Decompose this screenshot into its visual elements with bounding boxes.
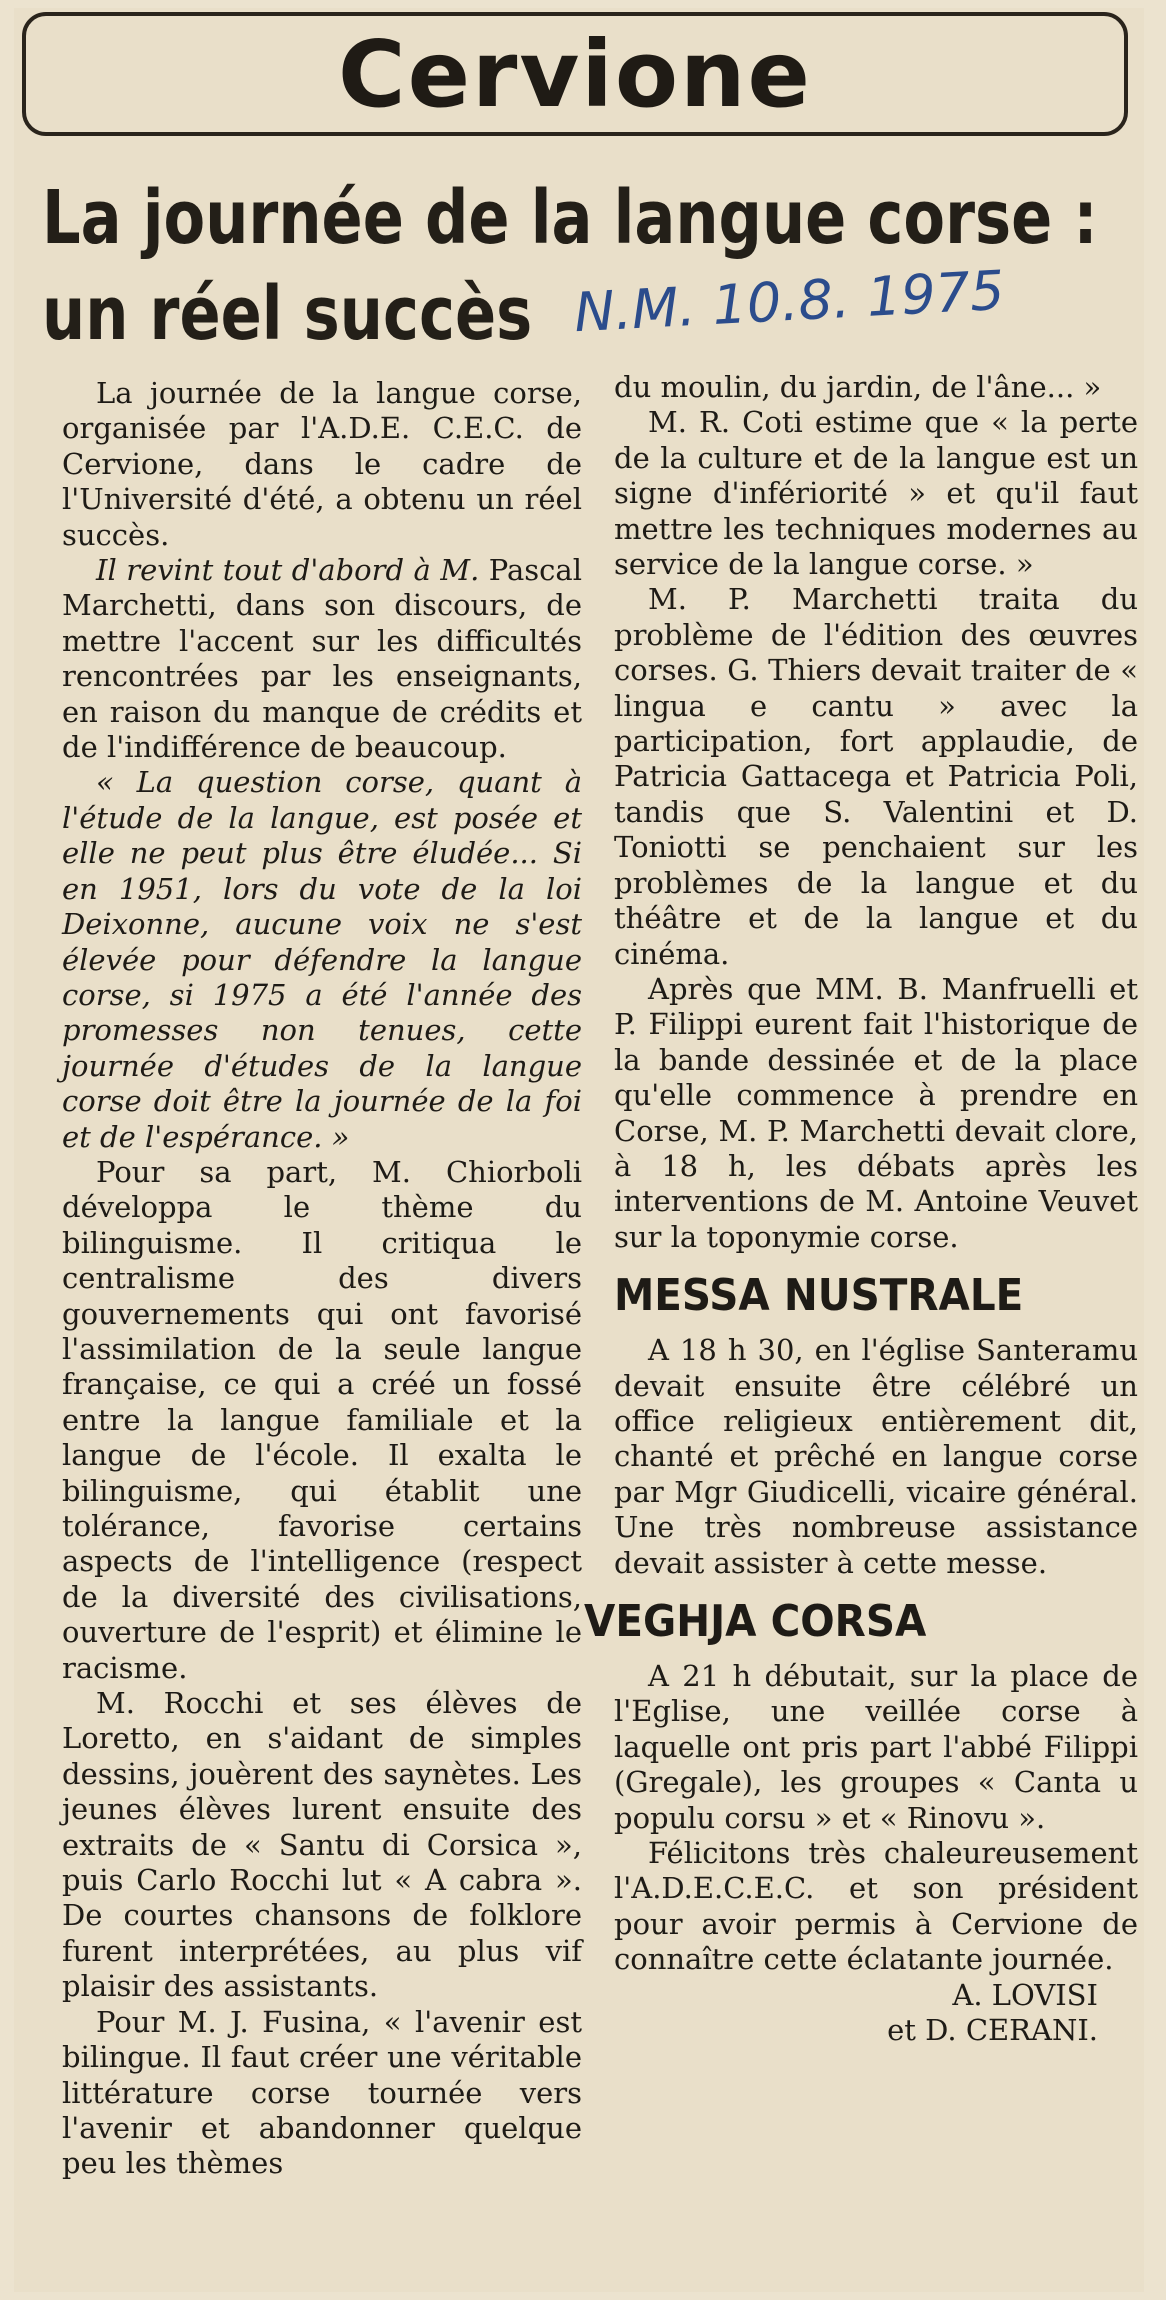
headline-line-1: La journée de la langue corse : — [42, 175, 1098, 261]
paragraph: Après que MM. B. Manfruelli et P. Filippi eurent fait l'historique de la bande dessinée et de la place qu'elle commence à prendre en Corse, M. P. Marchetti devait clore, à 18 h, les débats après les interventions de M. Antoine Veuvet sur la toponymie corse. — [614, 971, 1138, 1254]
headline-line-2: un réel succès — [42, 271, 533, 357]
paragraph: A 18 h 30, en l'église Santeramu devait ensuite être célébré un office religieux entièrement dit, chanté et prêché en langue corse par Mgr Giudicelli, vicaire général. Une très nombreuse assistance devait assister à cette messe. — [614, 1333, 1138, 1580]
signature-lovisi: A. LOVISI — [952, 1977, 1098, 2012]
paragraph: M. Rocchi et ses élèves de Loretto, en s'aidant de simples dessins, jouèrent des saynètes. Les jeunes élèves lurent ensuite des extraits de « Santu di Corsica », puis Carlo Rocchi lut « A cabra ». De courtes chansons de folklore furent interprétées, au plus vif plaisir des assistants. — [62, 1686, 582, 2004]
paragraph-continued: du moulin, du jardin, de l'âne... » — [614, 370, 1102, 404]
paragraph: La journée de la langue corse, organisée par l'A.D.E. C.E.C. de Cervione, dans le cadre de l'Université d'été, a obtenu un réel succès. — [62, 376, 582, 552]
paragraph — [62, 553, 582, 765]
subheading-messa-nustrale: MESSA NUSTRALE — [614, 1270, 1024, 1322]
subheading-veghja-corsa: VEGHJA CORSA — [584, 1596, 927, 1647]
signature-cerani: et D. CERANI. — [887, 2013, 1098, 2048]
right-column — [584, 370, 1138, 2048]
headline — [42, 170, 1098, 362]
paragraph: A 21 h débutait, sur la place de l'Eglise, une veillée corse à laquelle ont pris part l'abbé Filippi (Gregale), les groupes « Canta u populu corsu » et « Rinovu ». — [614, 1659, 1138, 1835]
handwritten-date-stamp: N.M. 10.8. 1975 — [572, 258, 1006, 345]
newspaper-clipping — [14, 8, 1144, 2292]
paragraph: M. P. Marchetti traita du problème de l'édition des œuvres corses. G. Thiers devait traiter de « lingua e cantu » avec la participation, fort applaudie, de Patricia Gattacega et Patricia Poli, tandis que S. Valentini et D. Toniotti se penchaient sur les problèmes de la langue et du théâtre et de la langue et du cinéma. — [614, 582, 1138, 971]
paragraph: Pour M. J. Fusina, « l'avenir est bilingue. Il faut créer une véritable littérature corse tournée vers l'avenir et abandonner quelque peu les thèmes — [62, 2004, 582, 2181]
paragraph: M. R. Coti estime que « la perte de la culture et de la langue est un signe d'infériorité » et qu'il faut mettre les techniques modernes au service de la langue corse. » — [614, 405, 1138, 582]
paragraph-text: Pascal Marchetti, dans son discours, de mettre l'accent sur les difficultés rencontrées par les enseignants, en raison du manque de crédits et de l'indifférence de beaucoup. — [62, 553, 582, 765]
masthead-title: Cervione — [338, 20, 812, 128]
masthead-box — [22, 12, 1128, 136]
paragraph: Félicitons très chaleureusement l'A.D.E.C.E.C. et son président pour avoir permis à Cervione de connaître cette éclatante journée. — [614, 1836, 1138, 1977]
quote-paragraph: « La question corse, quant à l'étude de la langue, est posée et elle ne peut plus être éludée... Si en 1951, lors du vote de la loi Deixonne, aucune voix ne s'est élevée pour défendre la langue corse, si 1975 a été l'année des promesses non tenues, cette journée d'études de la langue corse doit être la journée de la foi et de l'espérance. » — [62, 765, 582, 1154]
italic-lead: Il revint tout d'abord à M. — [96, 553, 480, 588]
signatures — [614, 1978, 1138, 2049]
left-column — [62, 376, 582, 2182]
paragraph: Pour sa part, M. Chiorboli développa le thème du bilinguisme. Il critiqua le centralisme des divers gouvernements qui ont favorisé l'assimilation de la seule langue française, ce qui a créé un fossé entre la langue familiale et la langue de l'école. Il exalta le bilinguisme, qui établit une tolérance, favorise certains aspects de l'intelligence (respect de la diversité des civilisations, ouverture de l'esprit) et élimine le racisme. — [62, 1154, 582, 1685]
